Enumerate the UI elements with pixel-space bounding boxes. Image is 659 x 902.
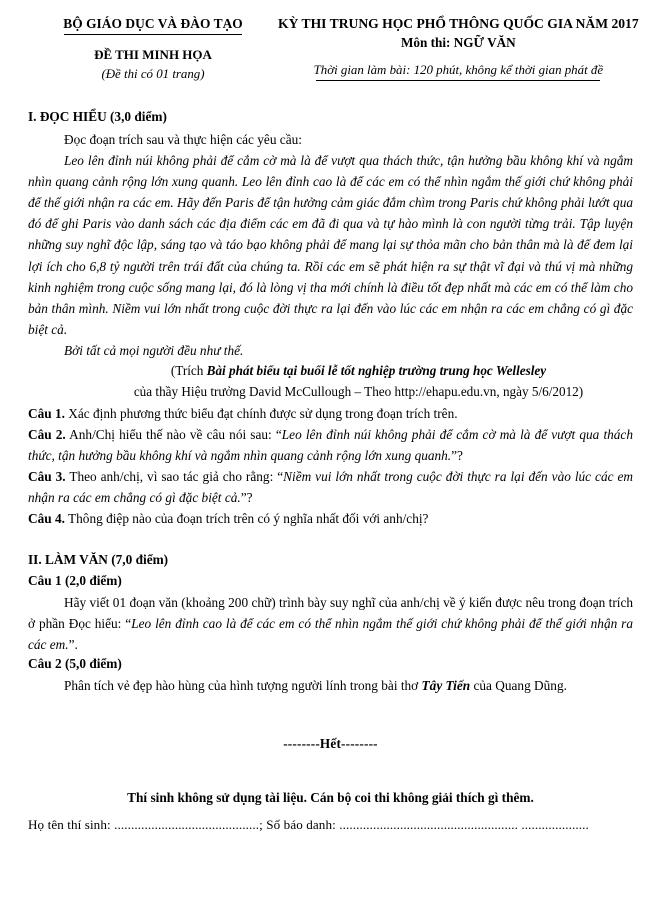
section-2-heading: II. LÀM VĂN (7,0 điểm) (28, 552, 169, 568)
ministry-name: BỘ GIÁO DỤC VÀ ĐÀO TẠO (63, 16, 243, 31)
section-2-question-1-body (28, 592, 633, 655)
duration-underline-rule (316, 80, 600, 81)
question-2-text-after: ”? (451, 447, 463, 463)
header-right-column (278, 14, 639, 81)
question-1-label: Câu 1. (28, 405, 65, 421)
exam-notice: Thí sinh không sử dụng tài liệu. Cán bộ coi thi không giải thích gì thêm. (127, 789, 534, 805)
ministry-underline-rule (64, 34, 242, 35)
exam-title: KỲ THI TRUNG HỌC PHỔ THÔNG QUỐC GIA NĂM 2017 (278, 16, 639, 31)
citation-title: Bài phát biểu tại buổi lễ tốt nghiệp trường trung học Wellesley (206, 362, 547, 378)
end-of-exam-marker: --------Hết-------- (283, 735, 378, 751)
question-2 (28, 424, 633, 466)
question-2-text: Anh/Chị hiểu thế nào về câu nói sau: “ (65, 426, 282, 442)
section-2-question-1-heading: Câu 1 (2,0 điểm) (28, 572, 122, 588)
section-2-question-2-body (28, 675, 633, 696)
q2-text-before: Phân tích vẻ đẹp hào hùng của hình tượng người lính trong bài thơ (64, 677, 422, 693)
page-count-note: (Đề thi có 01 trang) (101, 66, 205, 81)
question-2-label: Câu 2. (28, 426, 66, 442)
exam-subject: Môn thi: NGỮ VĂN (400, 34, 516, 50)
question-3-label: Câu 3. (28, 468, 66, 484)
question-4 (28, 508, 633, 529)
section-2-question-2-heading: Câu 2 (5,0 điểm) (28, 655, 122, 671)
citation-line-2: của thầy Hiệu trưởng David McCullough – Theo http://ehapu.edu.vn, ngày 5/6/2012) (133, 383, 584, 399)
question-2-quote: Leo lên đỉnh núi không phải để cắm cờ mà là để vượt qua thách thức, tận hưởng bầu không khí và ngắm nhìn quang cảnh rộng lớn xung quanh. (28, 426, 633, 463)
q1-text-before: Hãy viết 01 đoạn văn (khoảng 200 chữ) trình bày suy nghĩ của anh/chị về ý kiến được nêu trong đoạn trích ở phần Đọc hiểu: “ (28, 594, 633, 631)
q2-poem-title: Tây Tiến (421, 677, 471, 693)
question-3-text: Theo anh/chị, vì sao tác giả cho rằng: “ (65, 468, 284, 484)
q2-text-after: của Quang Dũng. (470, 677, 567, 693)
candidate-name-label: Họ tên thí sinh: (28, 816, 115, 832)
document-header (28, 14, 639, 82)
section-1-instruction: Đọc đoạn trích sau và thực hiện các yêu cầu: (64, 132, 302, 148)
candidate-number-dots: ..................................................... .................... (339, 816, 589, 832)
question-3-text-after: ”? (240, 489, 253, 505)
reading-passage-1: Leo lên đỉnh núi không phải để cắm cờ mà là để vượt qua thách thức, tận hưởng bầu không khí và ngắm nhìn quang cảnh rộng lớn xung quanh. Leo lên đỉnh cao là để các em có thể nhìn ngắm thế giới chứ không phải để thế giới nhận ra các em. Hãy đến Paris để tận hưởng cảm giác đắm chìm trong Paris chứ không phải lướt qua đó để ghi Paris vào danh sách các địa điểm các em đã đi qua và tự hào mình là con người từng trải. Tập luyện những suy nghĩ độc lập, sáng tạo và táo bạo không phải để mang lại sự thỏa mãn cho bản thân mà là để đem lại lợi ích cho 6,8 tỷ người trên trái đất của chúng ta. Rồi các em sẽ phát hiện ra sự thật vĩ đại và thú vị mà những kinh nghiệm trong cuộc sống mang lại, đó là lòng vị tha mới chính là điều tốt đẹp nhất mà các em có thể làm cho bản thân mình. Niềm vui lớn nhất trong cuộc đời thực ra lại đến vào lúc các em nhận ra các em chẳng có gì đặc biệt cả. (28, 153, 633, 337)
question-3-quote: Niềm vui lớn nhất trong cuộc đời thực ra lại đến vào lúc các em nhận ra các em chẳng có gì đặc biệt cả. (28, 468, 633, 505)
question-1 (28, 403, 633, 424)
reading-passage-2: Bởi tất cả mọi người đều như thế. (64, 342, 244, 358)
exam-type-label: ĐỀ THI MINH HỌA (94, 46, 212, 62)
document-body (28, 108, 633, 832)
question-4-text: Thông điệp nào của đoạn trích trên có ý nghĩa nhất đối với anh/chị? (64, 511, 429, 526)
question-4-label: Câu 4. (28, 511, 65, 526)
citation-prefix: (Trích (170, 362, 207, 378)
question-3 (28, 466, 633, 508)
candidate-number-label: ; Số báo danh: (259, 816, 340, 832)
question-1-text: Xác định phương thức biểu đạt chính được sử dụng trong đoạn trích trên. (64, 405, 458, 421)
candidate-name-dots: ........................................... (114, 816, 260, 832)
exam-duration: Thời gian làm bài: 120 phút, không kể thời gian phát đề (313, 63, 604, 78)
q1-quote: Leo lên đỉnh cao là để các em có thể nhìn ngắm thế giới chứ không phải để thế giới nhận ra các em. (28, 615, 633, 652)
q1-text-after: ”. (68, 636, 78, 652)
candidate-signature-line (28, 817, 633, 833)
header-left-column (28, 14, 278, 82)
citation-line-1 (28, 361, 633, 382)
section-1-heading: I. ĐỌC HIỂU (3,0 điểm) (28, 109, 167, 125)
